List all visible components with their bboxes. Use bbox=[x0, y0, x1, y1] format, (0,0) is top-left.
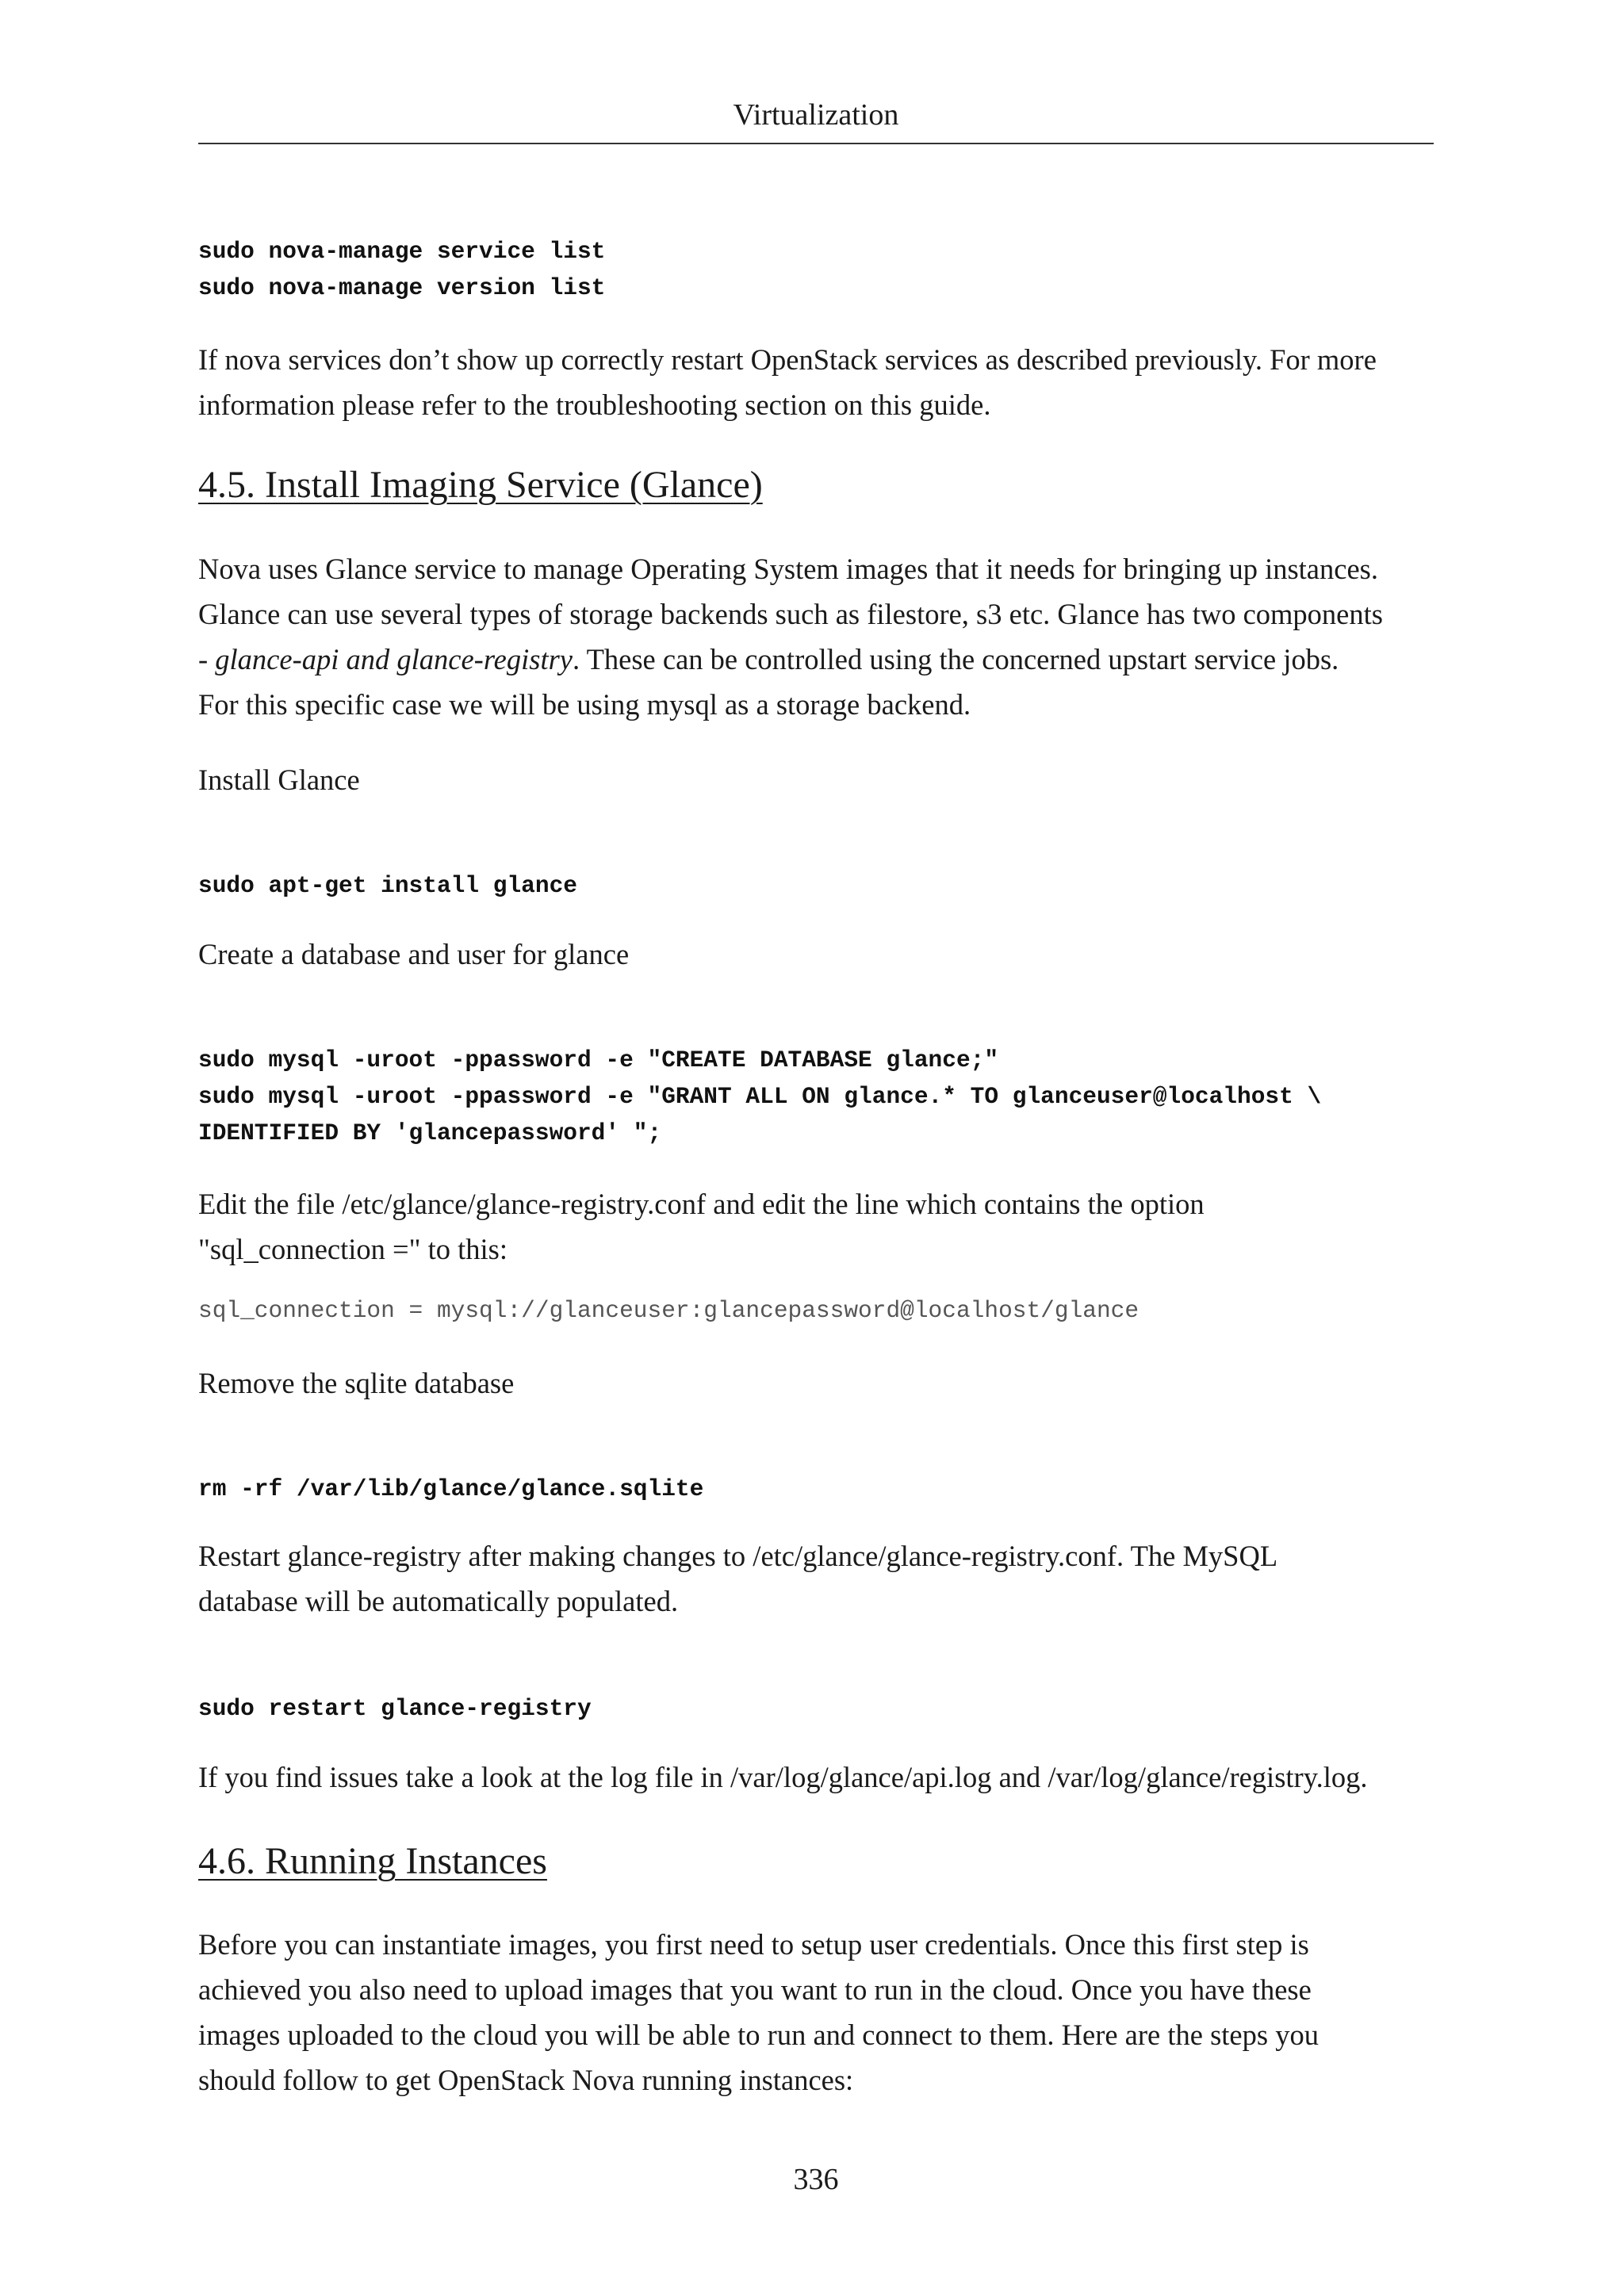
text-line: Install Glance bbox=[198, 763, 360, 796]
text-line: If you find issues take a look at the log file in /var/log/glance/api.log and /var/log/glance/registry.log. bbox=[198, 1761, 1368, 1793]
running-header: Virtualization bbox=[733, 98, 899, 132]
code-block-mysql bbox=[198, 1042, 1321, 1151]
text-line: For this specific case we will be using mysql as a storage backend. bbox=[198, 688, 971, 721]
code-line: sudo restart glance-registry bbox=[198, 1695, 592, 1722]
page-number: 336 bbox=[793, 2163, 839, 2196]
text-fragment: - bbox=[198, 643, 216, 675]
paragraph-install-glance bbox=[198, 757, 1434, 802]
section-heading-glance: 4.5. Install Imaging Service (Glance) bbox=[198, 464, 763, 506]
code-line: sudo mysql -uroot -ppassword -e "GRANT ALL ON glance.* TO glanceuser@localhost \ bbox=[198, 1083, 1322, 1110]
paragraph-running bbox=[198, 1922, 1434, 2103]
code-line: sql_connection = mysql://glanceuser:glancepassword@localhost/glance bbox=[198, 1297, 1139, 1324]
code-line: rm -rf /var/lib/glance/glance.sqlite bbox=[198, 1475, 704, 1502]
text-line: should follow to get OpenStack Nova running instances: bbox=[198, 2064, 854, 2096]
text-line: information please refer to the troubleshooting section on this guide. bbox=[198, 388, 991, 421]
text-line: Edit the file /etc/glance/glance-registry.conf and edit the line which contains the option bbox=[198, 1188, 1205, 1220]
code-line: sudo nova-manage version list bbox=[198, 274, 606, 301]
code-line: IDENTIFIED BY 'glancepassword' "; bbox=[198, 1119, 662, 1146]
code-line-sql-connection bbox=[198, 1292, 1139, 1329]
paragraph-edit-file bbox=[198, 1181, 1434, 1272]
paragraph-create-db bbox=[198, 932, 1434, 977]
code-line: sudo mysql -uroot -ppassword -e "CREATE DATABASE glance;" bbox=[198, 1047, 999, 1073]
code-block-apt-get bbox=[198, 867, 577, 904]
text-line: database will be automatically populated. bbox=[198, 1585, 679, 1617]
text-line: Glance can use several types of storage backends such as filestore, s3 etc. Glance has two components bbox=[198, 598, 1383, 630]
italic-component-names: glance-api and glance-registry bbox=[215, 643, 573, 675]
text-line bbox=[198, 637, 1434, 682]
paragraph-glance-intro bbox=[198, 546, 1434, 727]
code-line: sudo nova-manage service list bbox=[198, 238, 606, 265]
code-block-restart bbox=[198, 1690, 592, 1727]
code-block-nova-manage bbox=[198, 233, 605, 306]
text-line: images uploaded to the cloud you will be able to run and connect to them. Here are the steps you bbox=[198, 2019, 1319, 2051]
text-line: Remove the sqlite database bbox=[198, 1367, 515, 1399]
paragraph-logs bbox=[198, 1755, 1434, 1800]
section-heading-running: 4.6. Running Instances bbox=[198, 1840, 547, 1882]
text-line: If nova services don’t show up correctly restart OpenStack services as described previously. For more bbox=[198, 343, 1377, 376]
paragraph-remove-sqlite bbox=[198, 1360, 1434, 1406]
text-line: Restart glance-registry after making changes to /etc/glance/glance-registry.conf. The MySQL bbox=[198, 1540, 1278, 1572]
text-line: achieved you also need to upload images that you want to run in the cloud. Once you have these bbox=[198, 1973, 1312, 2006]
text-line: Before you can instantiate images, you first need to setup user credentials. Once this first step is bbox=[198, 1928, 1309, 1961]
paragraph-restart bbox=[198, 1533, 1434, 1624]
code-line: sudo apt-get install glance bbox=[198, 872, 577, 899]
text-fragment: . These can be controlled using the concerned upstart service jobs. bbox=[573, 643, 1339, 675]
code-block-rm bbox=[198, 1471, 703, 1507]
header-divider bbox=[198, 143, 1434, 144]
paragraph-nova-services bbox=[198, 337, 1434, 427]
text-line: "sql_connection =" to this: bbox=[198, 1233, 508, 1265]
text-line: Create a database and user for glance bbox=[198, 938, 630, 970]
text-line: Nova uses Glance service to manage Operating System images that it needs for bringing up instances. bbox=[198, 553, 1378, 585]
